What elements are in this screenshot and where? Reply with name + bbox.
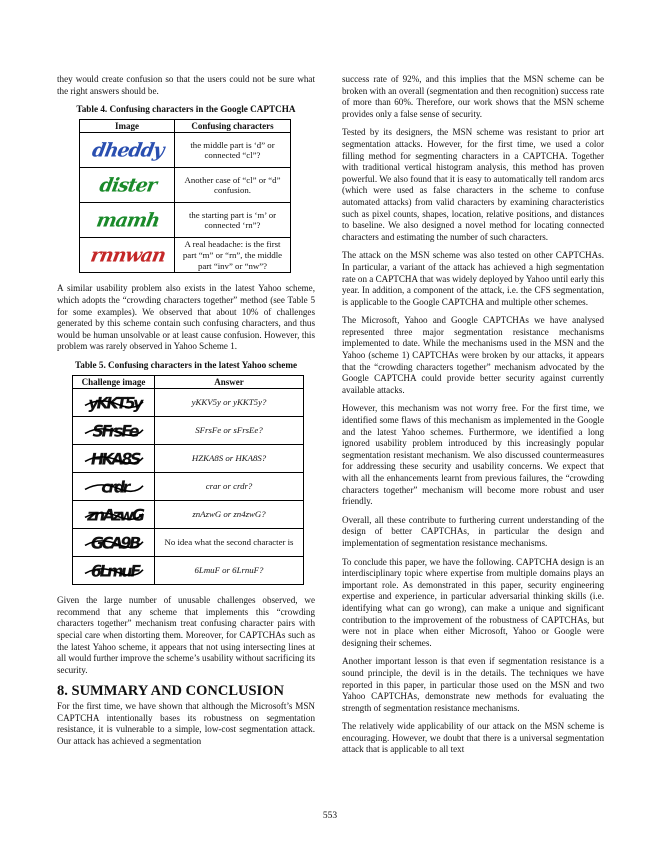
captcha-cell <box>73 389 155 417</box>
captcha-text: GCA9B <box>88 533 140 552</box>
captcha-image <box>87 170 167 200</box>
captcha-image <box>79 475 149 499</box>
page-number: 553 <box>322 811 338 821</box>
table4-header-image: Image <box>80 119 175 133</box>
confusing-characters-cell: the middle part is ‘d” or connected “cl”? <box>175 133 291 168</box>
captcha-image <box>79 419 149 443</box>
confusing-characters-cell: A real headache: is the first part “m” or “rn”, the middle part “inv” or “nw”? <box>175 238 291 273</box>
paragraph: However, this mechanism was not worry free. For the first time, we identified some flaws of this mechanism as implemented in the Google and the latest Yahoo schemes. Furthermore, we identified a long ignored usability problem introduced by this increasingly popular segmentation resistant mechanism. We also discussed countermeasures for addressing these security and usability concerns. We expect that with all the enhancements learnt from previous failures, the “crowding characters together” mechanism will become more robust and user friendly. <box>342 403 604 507</box>
table4-header-chars: Confusing characters <box>175 119 291 133</box>
paragraph: Given the large number of unusable challenges observed, we recommend that any scheme that implements this “crowding characters together” mechanism treat confusing character pairs with special care when distorting them. Moreover, for CAPTCHAs such as the latest Yahoo scheme, it appears that not using intersecting lines at all would further improve the scheme’s usability without sacrificing its security. <box>57 595 315 675</box>
table-row <box>73 473 304 501</box>
answer-cell: 6LmuF or 6LrnuF? <box>155 557 304 585</box>
answer-cell: yKKV5y or yKKT5y? <box>155 389 304 417</box>
table4 <box>79 119 291 274</box>
table-row <box>73 557 304 585</box>
table5-header-answer: Answer <box>155 375 304 389</box>
captcha-text: rnnwan <box>88 244 167 267</box>
captcha-image <box>79 391 149 415</box>
captcha-image <box>79 447 149 471</box>
paragraph: The attack on the MSN scheme was also tested on other CAPTCHAs. In particular, a variant of the attack has achieved a high segmentation rate on a CAPTCHA that was widely deployed by Yahoo until early this year. In addition, a component of the attack, i.e. the CFS segmentation, is applicable to the Google CAPTCHA and multiple other schemes. <box>342 250 604 307</box>
left-column <box>57 74 315 755</box>
table-row <box>73 445 304 473</box>
captcha-cell <box>80 168 175 203</box>
captcha-text: dister <box>97 174 158 197</box>
captcha-cell <box>73 473 155 501</box>
table5 <box>72 375 304 586</box>
table-row <box>73 389 304 417</box>
paragraph: Tested by its designers, the MSN scheme was resistant to prior art segmentation attacks. However, for the first time, we used a color filling method for segmenting characters in a CAPTCHA. Together with traditional vertical histogram analysis, this method has proven powerful. We also found that it is easy to automatically tell random arcs (which were used as false characters in the scheme to confuse automated attacks) from valid characters by examining characteristics such as pixel counts, shapes, location, relative positions, and distances to baseline. We also designed a novel method for locating connected characters and estimating the number of such characters. <box>342 127 604 242</box>
table-row <box>80 238 291 273</box>
table-row <box>80 203 291 238</box>
paragraph: The Microsoft, Yahoo and Google CAPTCHAs we have analysed represented three major segmentation resistance mechanisms implemented to date. While the mechanisms used in the MSN and the Yahoo (scheme 1) CAPTCHAs were broken by our attacks, it appears that the “crowding characters together” mechanism advocated by the Google CAPTCHA could provide better security against currently available attacks. <box>342 315 604 395</box>
paragraph: success rate of 92%, and this implies that the MSN scheme can be broken with an overall (segmentation and then recognition) success rate of more than 60%. Therefore, our work shows that the MSN scheme provides only a false sense of security. <box>342 74 604 119</box>
captcha-image <box>87 135 167 165</box>
table-row <box>80 168 291 203</box>
captcha-cell <box>80 133 175 168</box>
captcha-text: SFrsFe <box>90 421 139 440</box>
paragraph: A similar usability problem also exists in the latest Yahoo scheme, which adopts the “crowding characters together” method (see Table 5 for some examples). We observed that about 10% of challenges generated by this scheme contain such confusing characters, and thus would be human unsolvable or at least cause confusion. However, this problem was rarely observed in Yahoo Scheme 1. <box>57 283 315 352</box>
captcha-image <box>87 240 167 270</box>
captcha-text: mamh <box>94 209 162 232</box>
captcha-image <box>87 205 167 235</box>
captcha-text: dheddy <box>90 139 166 162</box>
captcha-text: znAzwG <box>85 505 144 524</box>
paragraph: they would create confusion so that the users could not be sure what the right answers should be. <box>57 74 315 96</box>
table5-header-image: Challenge image <box>73 375 155 389</box>
captcha-text: 6LmuF <box>88 561 140 580</box>
paragraph: To conclude this paper, we have the following. CAPTCHA design is an interdisciplinary topic where expertise from multiple domains plays an important role. As demonstrated in this paper, security engineering expertise and experience, in particular adversarial thinking skills (i.e. identifying what can go wrong), can make a unique and significant contribution to the improvement of the robustness of CAPTCHAs, but were not in place when either Microsoft, Yahoo or Google were designing their schemes. <box>342 556 604 648</box>
captcha-image <box>79 531 149 555</box>
answer-cell: No idea what the second character is <box>155 529 304 557</box>
captcha-image <box>79 559 149 583</box>
captcha-cell <box>73 417 155 445</box>
captcha-text: yKKT5y <box>86 393 143 412</box>
paragraph: Another important lesson is that even if segmentation resistance is a sound principle, the devil is in the details. The techniques we have reported in this paper, in particular those used on the MSN and two Yahoo CAPTCHAs, demonstrate new methods for evaluating the strength of segmentation resistance mechanisms. <box>342 656 604 713</box>
confusing-characters-cell: Another case of “cl” or “d” confusion. <box>175 168 291 203</box>
captcha-text: crdr <box>99 477 130 496</box>
captcha-cell <box>73 501 155 529</box>
captcha-cell <box>73 557 155 585</box>
captcha-cell <box>73 445 155 473</box>
answer-cell: SFrsFe or sFrsEe? <box>155 417 304 445</box>
section-heading: 8. SUMMARY AND CONCLUSION <box>57 683 284 700</box>
table4-caption: Table 4. Confusing characters in the Google CAPTCHA <box>76 104 296 115</box>
paragraph: The relatively wide applicability of our attack on the MSN scheme is encouraging. However, we doubt that there is a universal segmentation attack that is applicable to all text <box>342 721 604 755</box>
table-row <box>80 133 291 168</box>
paragraph: Overall, all these contribute to furthering current understanding of the design of better CAPTCHAs, in particular the design and implementation of segmentation resistance mechanisms. <box>342 514 604 548</box>
captcha-text: HKA8S <box>88 449 141 468</box>
confusing-characters-cell: the starting part is ‘m’ or connected ‘rn”? <box>175 203 291 238</box>
table-row <box>73 529 304 557</box>
answer-cell: crar or crdr? <box>155 473 304 501</box>
table5-caption: Table 5. Confusing characters in the latest Yahoo scheme <box>74 359 298 370</box>
right-column <box>342 74 604 763</box>
captcha-cell <box>73 529 155 557</box>
answer-cell: znAzwG or zn4zwG? <box>155 501 304 529</box>
table-row <box>73 417 304 445</box>
answer-cell: HZKA8S or HKA8S? <box>155 445 304 473</box>
captcha-cell <box>80 238 175 273</box>
captcha-image <box>79 503 149 527</box>
paragraph: For the first time, we have shown that although the Microsoft’s MSN CAPTCHA intentionally bases its robustness on segmentation resistance, it is vulnerable to a simple, low-cost segmentation attack. Our attack has achieved a segmentation <box>57 701 315 747</box>
captcha-cell <box>80 203 175 238</box>
table-row <box>73 501 304 529</box>
